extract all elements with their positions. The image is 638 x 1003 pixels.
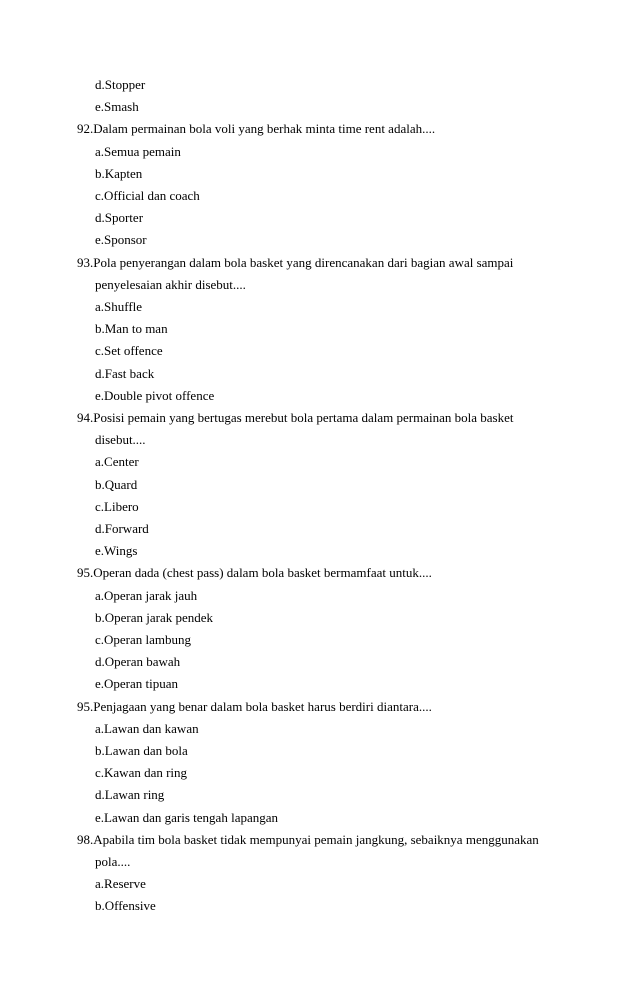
answer-option: c.Kawan dan ring (95, 765, 188, 781)
question-text: 94.Posisi pemain yang bertugas merebut bola pertama dalam permainan bola basket (77, 410, 514, 425)
answer-option: d.Sporter (95, 210, 144, 226)
question-text: 95.Operan dada (chest pass) dalam bola basket bermamfaat untuk.... (77, 565, 432, 581)
answer-option: d.Stopper (95, 77, 146, 92)
answer-option: e.Sponsor (95, 232, 147, 248)
answer-option: d.Fast back (95, 365, 155, 381)
answer-option: e.Smash (95, 99, 139, 115)
answer-option: c.Set offence (95, 343, 163, 359)
answer-option: a.Shuffle (95, 299, 143, 314)
question-text: 95.Penjagaan yang benar dalam bola basket harus berdiri diantara.... (77, 698, 432, 714)
answer-option: e.Double pivot offence (95, 387, 215, 403)
answer-option: a.Lawan dan kawan (95, 720, 199, 736)
question-continuation: pola.... (95, 854, 131, 869)
answer-option: a.Semua pemain (95, 143, 181, 159)
answer-option: b.Man to man (95, 321, 168, 337)
answer-option: a.Operan jarak jauh (95, 587, 198, 603)
question-text: 92.Dalam permainan bola voli yang berhak minta time rent adalah.... (77, 121, 436, 137)
answer-option: e.Operan tipuan (95, 676, 179, 692)
answer-option: c.Operan lambung (95, 632, 192, 647)
answer-option: c.Official dan coach (95, 188, 200, 203)
question-continuation: penyelesaian akhir disebut.... (95, 276, 246, 292)
answer-option: a.Center (95, 454, 139, 470)
answer-option: a.Reserve (95, 876, 146, 892)
answer-option: b.Operan jarak pendek (95, 609, 214, 625)
answer-option: e.Wings (95, 543, 138, 559)
answer-option: b.Kapten (95, 165, 143, 181)
answer-option: d.Forward (95, 521, 149, 536)
answer-option: c.Libero (95, 498, 139, 514)
answer-option: d.Lawan ring (95, 787, 165, 803)
question-continuation: disebut.... (95, 432, 146, 448)
answer-option: b.Lawan dan bola (95, 743, 188, 758)
answer-option: b.Offensive (95, 898, 156, 914)
answer-option: d.Operan bawah (95, 654, 181, 670)
answer-option: e.Lawan dan garis tengah lapangan (95, 809, 279, 825)
answer-option: b.Quard (95, 476, 138, 492)
question-text: 98.Apabila tim bola basket tidak mempunyai pemain jangkung, sebaiknya menggunakan (77, 831, 539, 847)
question-text: 93.Pola penyerangan dalam bola basket yang direncanakan dari bagian awal sampai (77, 254, 514, 270)
